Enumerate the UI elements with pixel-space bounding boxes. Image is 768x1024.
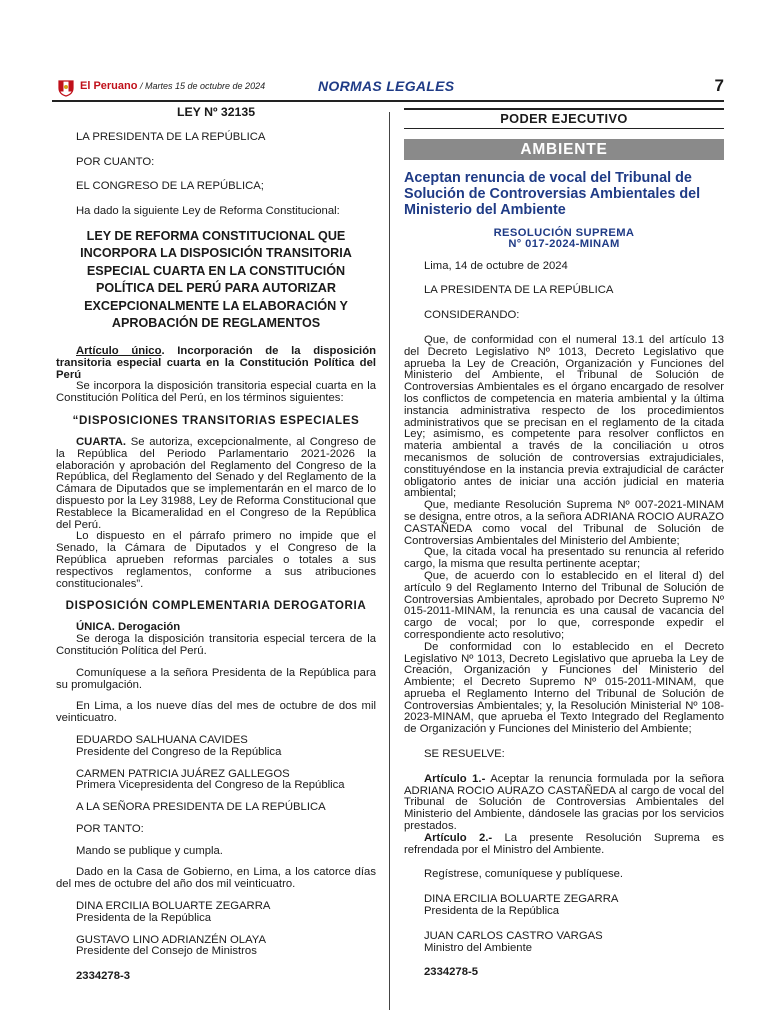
paragraph (56, 437, 376, 531)
signatory-role: Presidenta de la República (76, 911, 212, 924)
paragraph: Regístrese, comuníquese y publíquese. (424, 868, 624, 881)
paragraph (404, 833, 724, 857)
resolution-number: N° 017-2024-MINAM (508, 238, 620, 251)
header-date: / Martes 15 de octubre de 2024 (140, 81, 266, 91)
article-1-label: Artículo 1.- (424, 772, 486, 785)
paragraph: LA PRESIDENTA DE LA REPÚBLICA (424, 284, 614, 297)
ministry-banner: AMBIENTE (404, 139, 724, 160)
resolution-type: RESOLUCIÓN SUPREMA (493, 226, 635, 239)
paragraph: CONSIDERANDO: (424, 309, 520, 322)
article-heading (56, 346, 376, 381)
paragraph: Dado en la Casa de Gobierno, en Lima, a los catorce días del mes de octubre del año dos mil veinticuatro. (56, 866, 376, 891)
newspaper-brand: El Peruano (80, 80, 138, 92)
cuarta-text: Se autoriza, excepcionalmente, al Congreso de la República del Periodo Parlamentario 2021-2026 la elaboración y aprobación del Reglamento del Congreso de la República, del Reglamento del Senado y del Reglamento de la Cámara de Diputados que se implementarán en el marco de lo dispuesto por la Ley 31988, Ley de Reforma Constitucional que Restablece la Bicameralidad en el Congreso de la República del Perú. (56, 435, 376, 531)
paragraph: POR TANTO: (76, 822, 144, 835)
law-title: LEY DE REFORMA CONSTITUCIONAL QUE INCORPORA LA DISPOSICIÓN TRANSITORIA ESPECIAL CUARTA EN LA CONSTITUCIÓN POLÍTICA DEL PERÚ PARA AUTORIZAR EXCEPCIONALMENTE LA ELABORACIÓN Y APROBACIÓN DE REGLAMENTOS (80, 228, 352, 331)
signatory-name: DINA ERCILIA BOLUARTE ZEGARRA (424, 893, 619, 906)
signatory-name: EDUARDO SALHUANA CAVIDES (76, 733, 248, 746)
law-number: LEY Nº 32135 (176, 105, 256, 119)
signatory-name: GUSTAVO LINO ADRIANZÉN OLAYA (76, 933, 266, 946)
article-2-text: La presente Resolución Suprema es refrendada por el Ministro del Ambiente. (404, 831, 724, 856)
section-title: DISPOSICIÓN COMPLEMENTARIA DEROGATORIA (65, 599, 367, 613)
header-rule (52, 100, 724, 102)
signatory-role: Presidente del Congreso de la República (76, 745, 282, 758)
page-number: 7 (714, 76, 724, 95)
article-label: Artículo único (76, 344, 162, 357)
peru-shield-icon (57, 79, 75, 97)
unica-heading: ÚNICA. Derogación (76, 621, 181, 634)
paragraph (404, 774, 724, 833)
paragraph: Que, la citada vocal ha presentado su renuncia al referido cargo, la misma que resulta pertinente aceptar; (404, 546, 724, 571)
signatory-role: Presidente del Consejo de Ministros (76, 945, 257, 958)
paragraph: Que, de acuerdo con lo establecido en el literal d) del artículo 9 del Reglamento Interno del Tribunal de Solución de Controversias Ambientales, aprobado por Decreto Supremo Nº 015-2011-MINAM, la renuncia es una causal de vacancia del cargo de vocal; por lo que, corresponde expedir el correspondiente acto resolutivo; (404, 569, 724, 641)
paragraph: Lo dispuesto en el párrafo primero no impide que el Senado, la Cámara de Diputados y el Congreso de la República aprueben reformas parciales o totales a sus respectivos reglamentos, conforme a sus atribuciones constitucionales”. (56, 530, 376, 590)
paragraph: Se deroga la disposición transitoria especial tercera de la Constitución Política del Perú. (56, 633, 376, 657)
paragraph: Que, de conformidad con el numeral 13.1 del artículo 13 del Decreto Legislativo Nº 1013, Decreto Legislativo que aprueba la Ley de Creación, Organización y Funciones del Ministerio del Ambiente, el Tribunal de Solución de Controversias Ambientales es el órgano encargado de resolver los conflictos de competencia en materia ambiental y la última instancia administrativa respecto de los procedimientos administrativos que se precisan en el reglamento de la citada Ley; asimismo, es competente para resolver conflictos en materia ambiental a través de la conciliación u otros mecanismos de solución de controversias extrajudiciales, constituyéndose en la instancia previa extrajudicial de carácter obligatorio antes de iniciar una acción judicial en materia ambiental; (404, 333, 724, 500)
signatory-role: Ministro del Ambiente (424, 941, 532, 954)
paragraph: LA PRESIDENTA DE LA REPÚBLICA (76, 130, 266, 143)
paragraph: Mando se publique y cumpla. (76, 844, 223, 857)
paragraph: POR CUANTO: (76, 155, 155, 168)
paragraph: Que, mediante Resolución Suprema Nº 007-2021-MINAM se designa, entre otros, a la señora ADRIANA ROCIO AURAZO CASTAÑEDA como vocal del Tribunal de Solución de Controversias Ambientales del Ministerio del Ambiente; (404, 499, 724, 547)
section-name: NORMAS LEGALES (318, 78, 455, 94)
paragraph: SE RESUELVE: (424, 748, 505, 761)
article-1-text: Aceptar la renuncia formulada por la señora ADRIANA ROCIO AURAZO CASTAÑEDA al cargo de vocal del Tribunal de Solución de Controversias Ambientales del Ministerio del Ambiente, dándosele las gracias por los servicios prestados. (404, 772, 724, 833)
article-heading-text: . Incorporación de la disposición transitoria especial cuarta en la Constitución Política del Perú (56, 344, 376, 381)
paragraph: Comuníquese a la señora Presidenta de la República para su promulgación. (56, 666, 376, 691)
paragraph: A LA SEÑORA PRESIDENTA DE LA REPÚBLICA (76, 801, 326, 814)
page-header (52, 76, 724, 100)
signatory-role: Presidenta de la República (424, 905, 560, 918)
left-column (56, 107, 376, 983)
branch-title: PODER EJECUTIVO (404, 108, 724, 129)
paragraph: En Lima, a los nueve días del mes de octubre de dos mil veinticuatro. (56, 700, 376, 725)
signatory-role: Primera Vicepresidenta del Congreso de la República (76, 779, 345, 792)
paragraph: Se incorpora la disposición transitoria especial cuarta en la Constitución Política del Perú, en los términos siguientes: (56, 380, 376, 405)
cuarta-label: CUARTA. (76, 435, 126, 448)
column-divider (389, 112, 390, 1010)
publication-code: 2334278-5 (424, 966, 479, 979)
article-2-label: Artículo 2.- (424, 831, 493, 844)
signatory-name: DINA ERCILIA BOLUARTE ZEGARRA (76, 900, 271, 913)
publication-code: 2334278-3 (76, 970, 131, 983)
paragraph: De conformidad con lo establecido en el Decreto Legislativo Nº 1013, Decreto Legislativo que aprueba la Ley de Creación, Organización y Funciones del Ministerio del Ambiente; el Decreto Supremo Nº 015-2011-MINAM, que aprueba el Reglamento Interno del Tribunal de Solución de Controversias Ambientales; y, la Resolución Ministerial Nº 108-2023-MINAM, que aprueba el Texto Integrado del Reglamento de Organización y Funciones del Ministerio del Ambiente; (404, 640, 724, 736)
paragraph: EL CONGRESO DE LA REPÚBLICA; (76, 180, 264, 193)
section-title: “DISPOSICIONES TRANSITORIAS ESPECIALES (72, 413, 360, 427)
paragraph: Lima, 14 de octubre de 2024 (424, 259, 568, 272)
paragraph: Ha dado la siguiente Ley de Reforma Constitucional: (76, 205, 340, 218)
signatory-name: JUAN CARLOS CASTRO VARGAS (424, 929, 603, 942)
signatory-name: CARMEN PATRICIA JUÁREZ GALLEGOS (76, 767, 290, 780)
resolution-title: Aceptan renuncia de vocal del Tribunal de Solución de Controversias Ambientales del Ministerio del Ambiente (404, 169, 701, 218)
right-column (404, 107, 724, 979)
